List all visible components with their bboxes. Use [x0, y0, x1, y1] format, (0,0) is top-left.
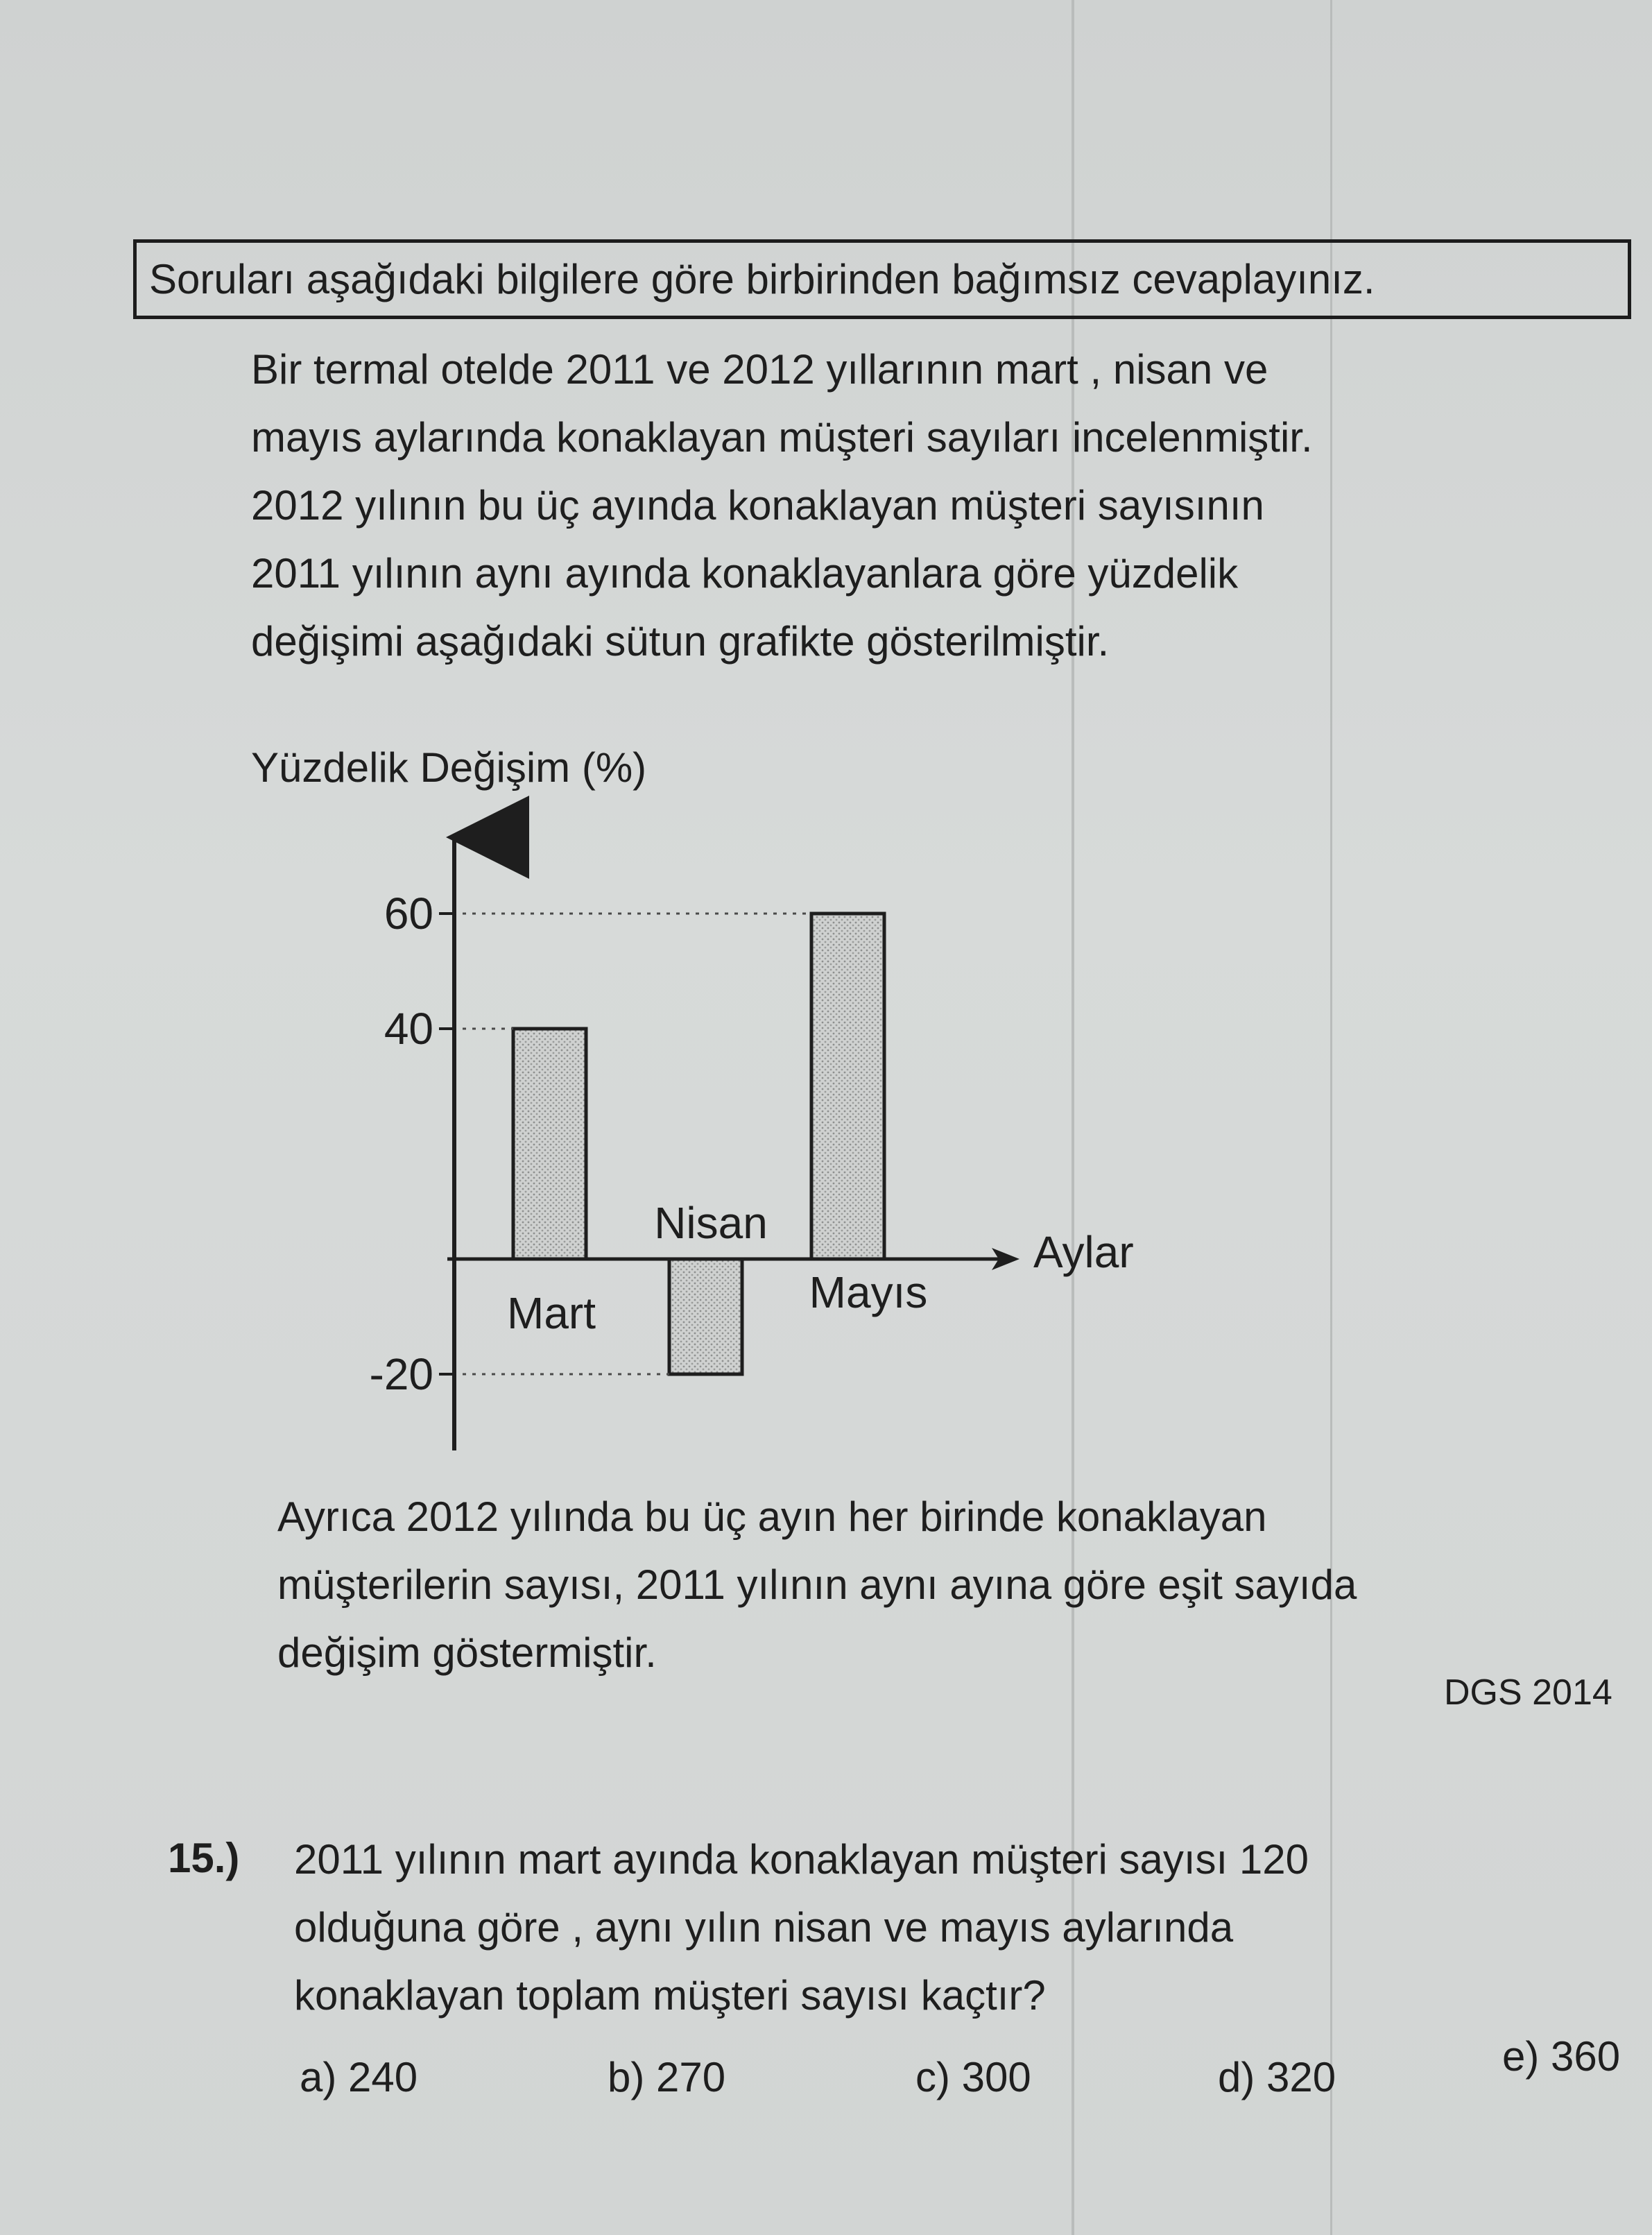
question-line: konaklayan toplam müşteri sayısı kaçtır?: [294, 1972, 1046, 2019]
intro-line: değişimi aşağıdaki sütun grafikte gösterilmiştir.: [251, 618, 1110, 665]
category-label: Nisan: [654, 1198, 768, 1248]
category-label: Mayıs: [809, 1267, 928, 1317]
instruction-box: Soruları aşağıdaki bilgilere göre birbirinden bağımsız cevaplayınız.: [133, 239, 1631, 319]
source-label: DGS 2014: [1444, 1672, 1612, 1713]
intro-line: 2011 yılının aynı ayında konaklayanlara göre yüzdelik: [251, 550, 1239, 597]
bar-nisan: [669, 1259, 742, 1374]
note-line: müşterilerin sayısı, 2011 yılının aynı ayına göre eşit sayıda: [277, 1561, 1357, 1608]
intro-line: Bir termal otelde 2011 ve 2012 yıllarının mart , nisan ve: [251, 346, 1268, 393]
category-label: Mart: [507, 1288, 596, 1338]
option-a[interactable]: a) 240: [300, 2054, 418, 2100]
x-axis-label: Aylar: [1033, 1227, 1134, 1277]
bar-mayıs: [811, 914, 884, 1259]
question-number: 15.): [168, 1835, 240, 1881]
intro-line: 2012 yılının bu üç ayında konaklayan müşteri sayısının: [251, 482, 1264, 529]
y-tick-label: -20: [369, 1349, 433, 1399]
note-line: Ayrıca 2012 yılında bu üç ayın her birinde konaklayan: [277, 1493, 1267, 1540]
y-axis-label: Yüzdelik Değişim (%): [251, 744, 647, 791]
option-c[interactable]: c) 300: [915, 2054, 1031, 2100]
note-line: değişim göstermiştir.: [277, 1629, 657, 1676]
question-line: 2011 yılının mart ayında konaklayan müşteri sayısı 120: [294, 1836, 1309, 1883]
intro-line: mayıs aylarında konaklayan müşteri sayıları incelenmiştir.: [251, 414, 1313, 461]
option-e[interactable]: e) 360: [1502, 2033, 1621, 2080]
question-text: [294, 1826, 1309, 2030]
y-tick-label: 40: [384, 1004, 433, 1054]
question-line: olduğuna göre , aynı yılın nisan ve mayıs aylarında: [294, 1904, 1234, 1951]
option-b[interactable]: b) 270: [608, 2054, 726, 2100]
bar-mart: [513, 1029, 586, 1259]
note-paragraph: [277, 1483, 1357, 1687]
y-tick-label: 60: [384, 889, 433, 939]
option-d[interactable]: d) 320: [1218, 2054, 1336, 2100]
